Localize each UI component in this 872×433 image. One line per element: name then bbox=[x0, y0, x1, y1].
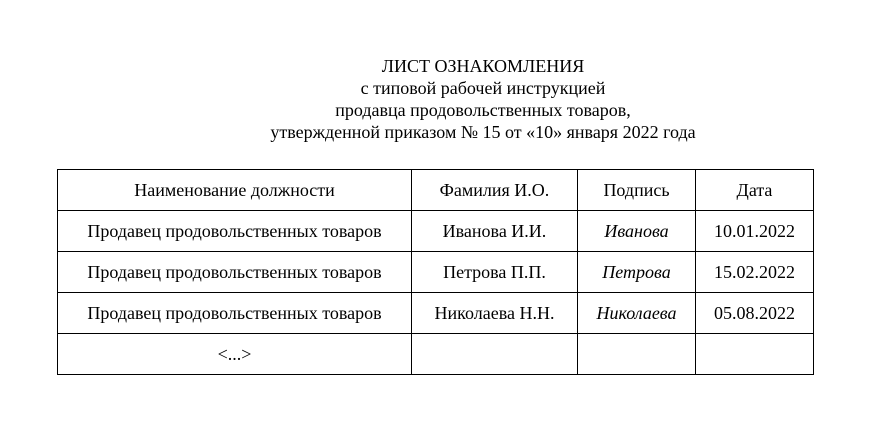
cell-name: Петрова П.П. bbox=[412, 252, 578, 293]
empty-cell bbox=[578, 334, 696, 375]
empty-cell bbox=[696, 334, 814, 375]
cell-date: 15.02.2022 bbox=[696, 252, 814, 293]
cell-position: Продавец продовольственных товаров bbox=[58, 293, 412, 334]
table-row bbox=[58, 211, 814, 252]
continuation-marker: <...> bbox=[58, 334, 412, 375]
title-line-3: продавца продовольственных товаров, bbox=[335, 100, 631, 120]
empty-cell bbox=[412, 334, 578, 375]
table-row bbox=[58, 252, 814, 293]
header-name: Фамилия И.О. bbox=[412, 170, 578, 211]
title-line-4: утвержденной приказом № 15 от «10» января 2022 года bbox=[270, 122, 696, 142]
title-line-2: с типовой рабочей инструкцией bbox=[360, 78, 606, 98]
header-position: Наименование должности bbox=[58, 170, 412, 211]
table-row-continuation bbox=[58, 334, 814, 375]
document-title bbox=[0, 55, 872, 143]
header-signature: Подпись bbox=[578, 170, 696, 211]
cell-date: 10.01.2022 bbox=[696, 211, 814, 252]
cell-name: Николаева Н.Н. bbox=[412, 293, 578, 334]
header-date: Дата bbox=[696, 170, 814, 211]
cell-position: Продавец продовольственных товаров bbox=[58, 211, 412, 252]
cell-name: Иванова И.И. bbox=[412, 211, 578, 252]
title-line-1: ЛИСТ ОЗНАКОМЛЕНИЯ bbox=[381, 56, 585, 76]
cell-date: 05.08.2022 bbox=[696, 293, 814, 334]
acknowledgment-table bbox=[57, 169, 814, 375]
cell-position: Продавец продовольственных товаров bbox=[58, 252, 412, 293]
table-row bbox=[58, 293, 814, 334]
table-header-row bbox=[58, 170, 814, 211]
cell-signature: Иванова bbox=[578, 211, 696, 252]
cell-signature: Николаева bbox=[578, 293, 696, 334]
cell-signature: Петрова bbox=[578, 252, 696, 293]
